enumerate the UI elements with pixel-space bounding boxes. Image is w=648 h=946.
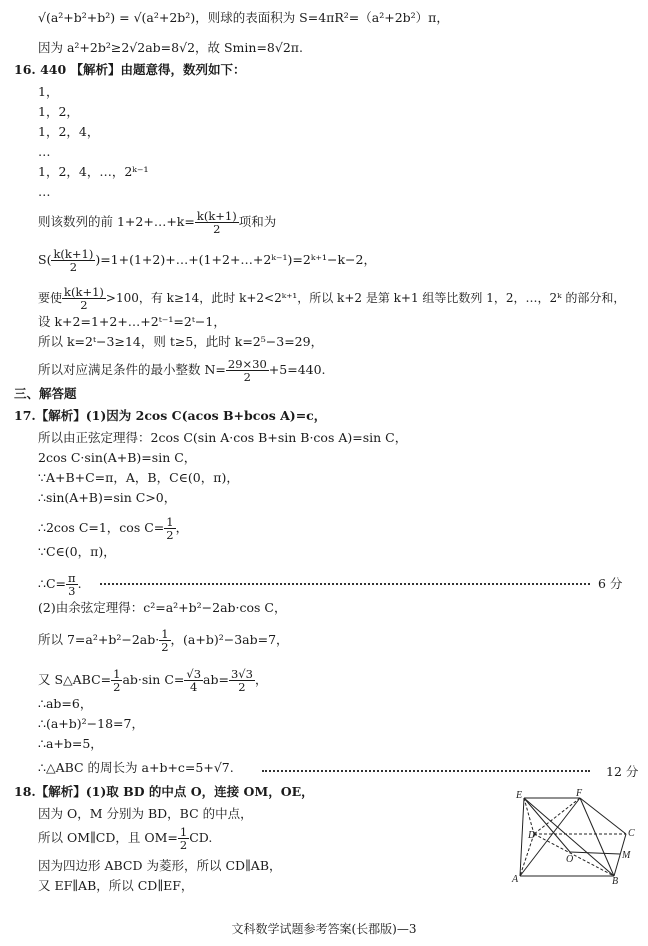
line-17-8: (2)由余弦定理得：c²=a²+b²−2ab·cos C， xyxy=(38,600,287,615)
line-answer-16 xyxy=(38,358,326,383)
denominator: 2 xyxy=(243,370,251,384)
score-6: 6 分 xyxy=(598,576,623,591)
denominator: 2 xyxy=(166,528,174,542)
numerator: k(k+1) xyxy=(64,285,104,299)
text: 要使 xyxy=(38,291,63,305)
fraction xyxy=(164,516,175,541)
numerator: 1 xyxy=(113,667,121,681)
label-E: E xyxy=(516,790,523,801)
denominator: 2 xyxy=(179,838,188,852)
text: 所以 7=a²+b²−2ab· xyxy=(38,632,160,647)
text: ∴2cos C=1，cos C= xyxy=(38,520,165,535)
line-17-7 xyxy=(38,572,82,597)
line-17-12: ∴(a+b)²−18=7， xyxy=(38,716,144,731)
text: ab·sin C= xyxy=(122,672,185,687)
line-sum-formula xyxy=(38,248,376,273)
line-17-1: 所以由正弦定理得：2cos C(sin A·cos B+sin B·cos A)=sin C， xyxy=(38,430,408,445)
line-set: 设 k+2=1+2+…+2ᵗ⁻¹=2ᵗ−1， xyxy=(38,314,226,329)
label-D: D xyxy=(528,830,536,841)
fraction xyxy=(195,210,239,235)
numerator: k(k+1) xyxy=(53,247,94,261)
label-F: F xyxy=(576,788,583,799)
denominator: 2 xyxy=(161,640,169,654)
numerator: k(k+1) xyxy=(196,209,237,223)
label-C: C xyxy=(628,828,635,839)
text: ， xyxy=(254,672,268,687)
seq-row-2: 1，2， xyxy=(38,104,79,119)
geometry-figure xyxy=(510,786,640,886)
edge-OM xyxy=(570,852,620,854)
text: )=1+(1+2)+…+(1+2+…+2ᵏ⁻¹)=2ᵏ⁺¹−k−2， xyxy=(95,252,376,267)
numerator: 3√3 xyxy=(230,667,253,681)
text: 所以对应满足条件的最小整数 N= xyxy=(38,362,226,377)
line-17-3: ∵A+B+C=π，A，B，C∈(0，π)， xyxy=(38,470,239,485)
line-17-14: ∴△ABC 的周长为 a+b+c=5+√7. xyxy=(38,760,234,775)
fraction xyxy=(178,826,189,851)
line-17-9 xyxy=(38,628,289,653)
line-sum-count xyxy=(38,210,276,235)
text: 又 S△ABC= xyxy=(38,672,112,687)
seq-row-3: 1，2，4， xyxy=(38,124,100,139)
fraction xyxy=(111,668,122,693)
score-leader xyxy=(262,770,590,772)
text: S( xyxy=(38,252,52,267)
label-A: A xyxy=(512,874,519,885)
score-12: 12 分 xyxy=(606,764,639,779)
line-1: √(a²+b²+b²) = √(a²+2b²)，则球的表面积为 S=4πR²=（a²+2b²）π， xyxy=(38,10,449,25)
seq-row-1: 1， xyxy=(38,84,59,99)
numerator: π xyxy=(68,571,76,585)
numerator: 1 xyxy=(166,515,174,529)
text: +5=440. xyxy=(268,362,326,377)
text: 所以 OM∥CD，且 OM= xyxy=(38,830,178,845)
numerator: 1 xyxy=(179,825,188,839)
text: ，(a+b)²−3ab=7， xyxy=(170,632,289,647)
denominator: 2 xyxy=(113,680,121,694)
denominator: 4 xyxy=(190,680,198,694)
page-footer: 文科数学试题参考答案(长郡版)—3 xyxy=(231,922,417,936)
text: ∴C= xyxy=(38,576,66,591)
label-B: B xyxy=(612,876,619,886)
text: 项和为 xyxy=(238,214,277,229)
line-17-10 xyxy=(38,668,267,693)
line-condition xyxy=(38,286,625,311)
denominator: 2 xyxy=(80,298,88,312)
seq-row-k: 1，2，4，…，2ᵏ⁻¹ xyxy=(38,164,149,179)
denominator: 2 xyxy=(238,680,246,694)
line-17-6: ∵C∈(0，π)， xyxy=(38,544,116,559)
fraction xyxy=(229,668,255,693)
text: ab= xyxy=(203,672,229,687)
edge-DB xyxy=(534,834,614,876)
problem-16-heading: 16. 440 【解析】由题意得，数列如下： xyxy=(14,62,246,77)
line-17-13: ∴a+b=5， xyxy=(38,736,103,751)
numerator: √3 xyxy=(186,667,202,681)
line-18-2 xyxy=(38,826,212,851)
fraction xyxy=(51,248,95,273)
numerator: 1 xyxy=(161,627,169,641)
line-2: 因为 a²+2b²≥2√2ab=8√2，故 Smin=8√2π. xyxy=(38,40,303,55)
fraction xyxy=(226,358,269,383)
denominator: 2 xyxy=(69,260,78,274)
label-O: O xyxy=(566,854,574,865)
fraction xyxy=(62,286,106,311)
fraction xyxy=(184,668,203,693)
line-17-11: ∴ab=6， xyxy=(38,696,93,711)
label-M: M xyxy=(622,850,631,861)
text: ， xyxy=(175,520,189,535)
line-18-3: 因为四边形 ABCD 为菱形，所以 CD∥AB， xyxy=(38,858,282,873)
text: 则该数列的前 1+2+…+k= xyxy=(38,214,195,229)
seq-ellipsis-2: … xyxy=(38,184,51,199)
line-18-1: 因为 O，M 分别为 BD，BC 的中点， xyxy=(38,806,253,821)
edge-FB xyxy=(580,798,614,876)
edge-FC xyxy=(580,798,626,834)
line-so-k: 所以 k=2ᵗ−3≥14，则 t≥5，此时 k=2⁵−3=29， xyxy=(38,334,324,349)
text: >100，有 k≥14，此时 k+2<2ᵏ⁺¹，所以 k+2 是第 k+1 组等比数列 1，2，…，2ᵏ 的部分和， xyxy=(105,291,626,305)
section-heading: 三、解答题 xyxy=(14,386,77,401)
score-leader xyxy=(100,583,590,585)
denominator: 3 xyxy=(68,584,76,598)
text: . xyxy=(77,576,82,591)
problem-18-heading: 18.【解析】(1)取 BD 的中点 O，连接 OM，OE， xyxy=(14,784,314,799)
fraction xyxy=(66,572,78,597)
fraction xyxy=(159,628,170,653)
line-18-4: 又 EF∥AB，所以 CD∥EF， xyxy=(38,878,194,893)
numerator: 29×30 xyxy=(227,357,267,371)
seq-ellipsis-1: … xyxy=(38,144,51,159)
line-17-5 xyxy=(38,516,188,541)
problem-17-heading: 17.【解析】(1)因为 2cos C(acos B+bcos A)=c， xyxy=(14,408,327,423)
text: CD. xyxy=(189,830,213,845)
denominator: 2 xyxy=(213,222,221,236)
line-17-4: ∴sin(A+B)=sin C>0， xyxy=(38,490,177,505)
line-17-2: 2cos C·sin(A+B)=sin C， xyxy=(38,450,197,465)
